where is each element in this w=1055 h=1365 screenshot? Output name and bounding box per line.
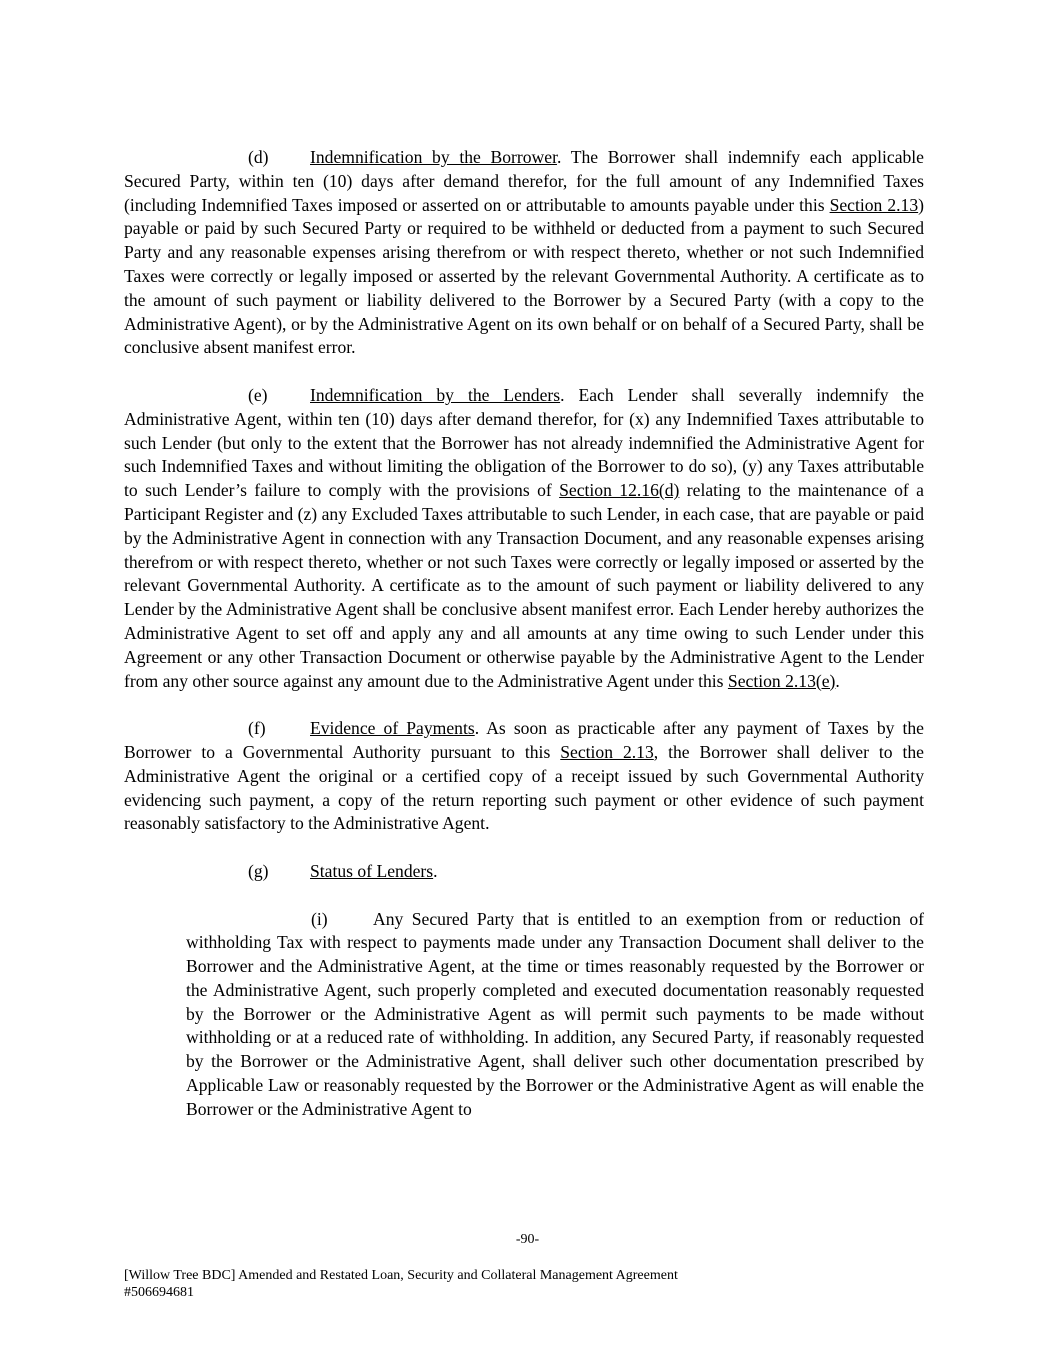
paragraph-e-text-2: relating to the maintenance of a Participant Register and (z) any Excluded Taxes attributable to such Lender, in each case, that are payable or paid by the Administrative Agent in connection with any Transaction Document, and any reasonable expenses arising therefrom or with respect thereto, whether or not such Taxes were correctly or legally imposed or asserted by the relevant Governmental Authority. A certificate as to the amount of such payment or liability delivered to any Lender by the Administrative Agent shall be conclusive absent manifest error. Each Lender hereby authorizes the Administrative Agent to set off and apply any and all amounts at any time owing to such Lender under this Agreement or any other Transaction Document or otherwise payable by the Administrative Agent to the Lender from any other source against any amount due to the Administrative Agent under this <box>124 480 924 691</box>
paragraph-f-label: (f) <box>248 718 266 739</box>
paragraph-g-label: (g) <box>248 860 269 881</box>
paragraph-e-text-3: . <box>835 670 840 691</box>
section-2-13-reference: Section 2.13 <box>829 194 919 215</box>
paragraph-f-text-1: . As soon as practicable after any payment of Taxes by the Borrower to a Governmental Authority pursuant to this <box>124 718 924 762</box>
paragraph-d-label: (d) <box>248 147 269 167</box>
document-body <box>124 146 924 1145</box>
paragraph-g-i-text: Any Secured Party that is entitled to an exemption from or reduction of withholding Tax with respect to payments made under any Transaction Document shall deliver to the Borrower and the Administrative Agent, at the time or times reasonably requested by the Borrower or the Administrative Agent, such properly completed and executed documentation reasonably requested by the Borrower or the Administrative Agent as will permit such payments to be made without withholding or at a reduced rate of withholding. In addition, any Secured Party, if reasonably requested by the Borrower or the Administrative Agent, shall deliver such other documentation prescribed by Applicable Law or reasonably requested by the Borrower or the Administrative Agent as will enable the Borrower or the Administrative Agent to <box>186 908 924 1119</box>
paragraph-g <box>124 860 924 884</box>
paragraph-e-text-1: . Each Lender shall severally indemnify the Administrative Agent, within ten (10) days after demand therefor, for (x) any Indemnified Taxes attributable to such Lender (but only to the extent that the Borrower has not already indemnified the Administrative Agent for such Indemnified Taxes and without limiting the obligation of the Borrower to do so), (y) any Taxes attributable to such Lender’s failure to comply with the provisions of <box>124 384 924 501</box>
page-number: -90- <box>515 1232 540 1247</box>
paragraph-g-i-label: (i) <box>311 908 328 929</box>
section-12-16-d-reference: Section 12.16(d) <box>559 480 680 501</box>
document-footer <box>124 1268 678 1301</box>
footer-document-id: #506694681 <box>124 1284 194 1300</box>
paragraph-g-heading: Status of Lenders <box>310 860 434 881</box>
paragraph-d <box>124 146 924 360</box>
paragraph-e-heading: Indemnification by the Lenders <box>310 384 561 405</box>
paragraph-e-label: (e) <box>248 384 268 405</box>
paragraph-g-i <box>186 908 924 1122</box>
section-2-13-reference-f: Section 2.13 <box>560 741 654 762</box>
paragraph-f-text-2: , the Borrower shall deliver to the Administrative Agent the original or a certified copy of a receipt issued by such Governmental Authority evidencing such payment, a copy of the return reporting such payment or other evidence of such payment reasonably satisfactory to the Administrative Agent. <box>124 741 924 834</box>
paragraph-f <box>124 717 924 836</box>
paragraph-d-heading: Indemnification by the Borrower <box>310 147 557 167</box>
paragraph-d-text-2: ) payable or paid by such Secured Party or required to be withheld or deducted from a payment to such Secured Party and any reasonable expenses arising therefrom or with respect thereto, whether or not such Indemnified Taxes were correctly or legally imposed or asserted by the relevant Governmental Authority. A certificate as to the amount of such payment or liability delivered to the Borrower by a Secured Party (with a copy to the Administrative Agent), or by the Administrative Agent on its own behalf or on behalf of a Secured Party, shall be conclusive absent manifest error. <box>124 194 924 358</box>
paragraph-d-text-1: . The Borrower shall indemnify each applicable Secured Party, within ten (10) days after demand therefor, for the full amount of any Indemnified Taxes (including Indemnified Taxes imposed or asserted on or attributable to amounts payable under this <box>124 147 924 215</box>
paragraph-f-heading: Evidence of Payments <box>310 718 475 739</box>
paragraph-g-text-1: . <box>433 860 438 881</box>
footer-title: [Willow Tree BDC] Amended and Restated Loan, Security and Collateral Management Agreement <box>124 1268 678 1283</box>
section-2-13-e-reference: Section 2.13(e) <box>727 670 836 691</box>
paragraph-e <box>124 384 924 693</box>
